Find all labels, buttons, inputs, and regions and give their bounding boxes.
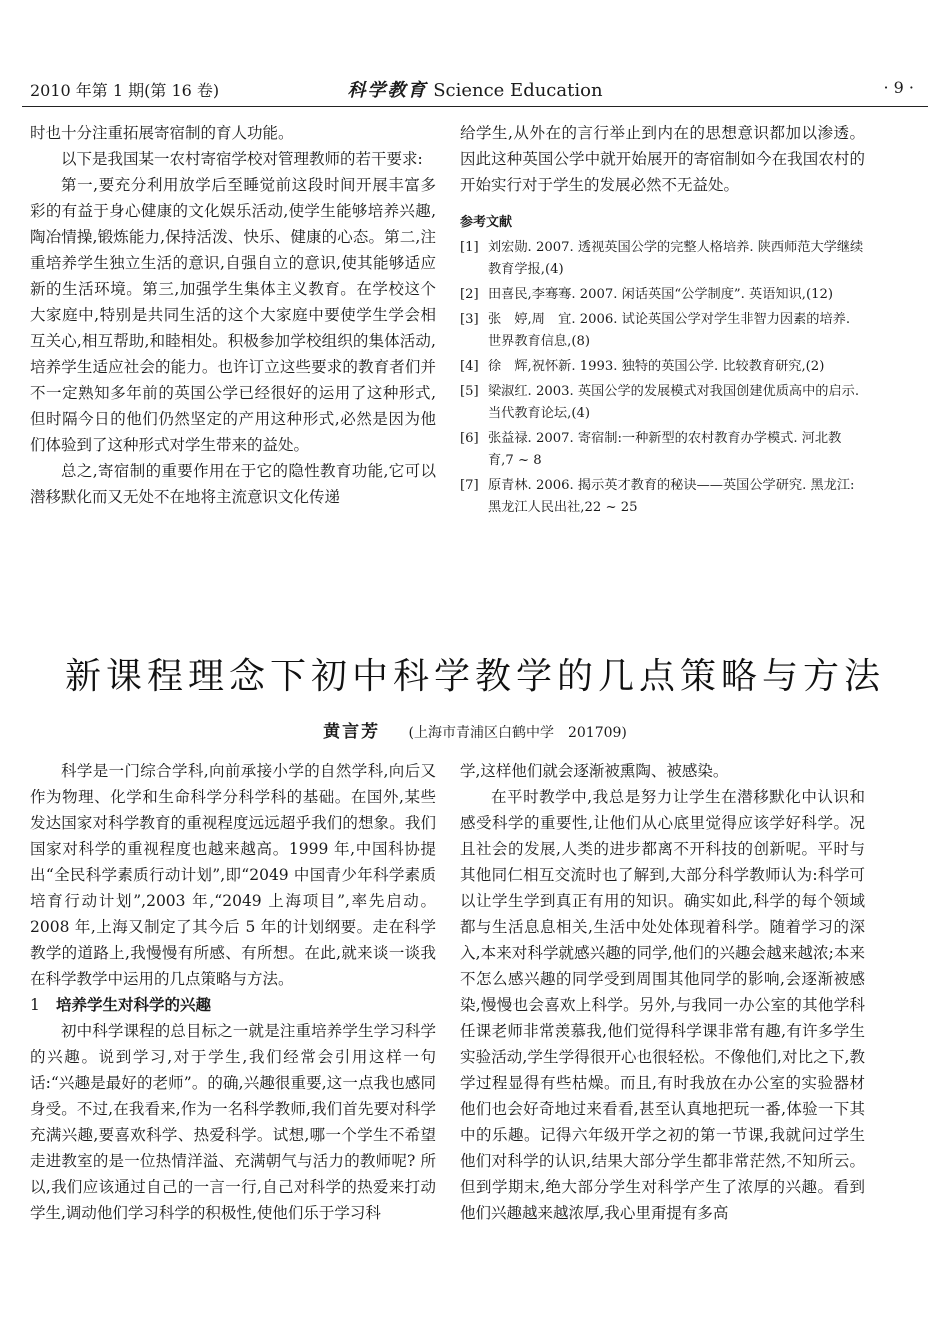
reference-text: 张 婷,周 宜. 2006. 试论英国公学对学生非智力因素的培养. 世界教育信息,(8) (488, 312, 851, 349)
reference-text: 田喜民,李骞骞. 2007. 闲话英国“公学制度”. 英语知识,(12) (488, 287, 834, 302)
reference-item (460, 475, 865, 519)
paragraph: 在平时教学中,我总是努力让学生在潜移默化中认识和感受科学的重要性,让他们从心底里觉得应该学好科学。况且社会的发展,人类的进步都离不开科技的创新呢。平时与其他同仁相互交流时也了解到,大部分科学教师认为:科学可以让学生学到真正有用的知识。确实如此,科学的每个领域都与生活息息相关,生活中处处体现着科学。随着学习的深入,本来对科学就感兴趣的同学,他们的兴趣会越来越浓;本来不怎么感兴趣的同学受到周围其他同学的影响,会逐渐被感染,慢慢也会喜欢上科学。另外,与我同一办公室的其他学科任课老师非常羡慕我,他们觉得科学课非常有趣,有许多学生实验活动,学生学得很开心也很轻松。不像他们,对比之下,教学过程显得有些枯燥。而且,有时我放在办公室的实验器材他们也会好奇地过来看看,甚至认真地把玩一番,体验一下其中的乐趣。记得六年级开学之初的第一节课,我就问过学生他们对科学的认识,结果大部分学生都非常茫然,不知所云。但到学期末,绝大部分学生对科学产生了浓厚的兴趣。看到他们兴趣越来越浓厚,我心里甭提有多高 (460, 788, 865, 1222)
top-right-column (460, 120, 865, 519)
bottom-right-column (460, 758, 865, 1226)
page-header (22, 72, 928, 107)
paragraph: 第一,要充分利用放学后至睡觉前这段时间开展丰富多彩的有益于身心健康的文化娱乐活动,使学生能够培养兴趣,陶冶情操,锻炼能力,保持活泼、快乐、健康的心态。第二,注重培养学生独立生活的意识,自强自立的意识,使其能够适应新的生活环境。第三,加强学生集体主义教育。在学校这个大家庭中,特别是共同生活的这个大家庭中要使学生学会相互关心,相互帮助,和睦相处。积极参加学校组织的集体活动,培养学生适应社会的能力。也许订立这些要求的教育者们并不一定熟知多年前的英国公学已经很好的运用了这种形式,但时隔今日的他们仍然坚定的产用这种形式,必然是因为他们体验到了这种形式对学生带来的益处。 (30, 176, 436, 454)
author-name: 黄言芳 (323, 722, 381, 742)
article-title: 新课程理念下初中科学教学的几点策略与方法 (64, 656, 885, 697)
page-number: · 9 · (883, 78, 914, 97)
reference-item (460, 381, 865, 425)
reference-number: [7] (460, 478, 479, 493)
issue-info: 2010 年第 1 期(第 16 卷) (30, 81, 220, 100)
journal-name-cn: 科学教育 (347, 80, 428, 101)
paragraph: 学,这样他们就会逐渐被熏陶、被感染。 (460, 762, 729, 780)
reference-text: 梁淑红. 2003. 英国公学的发展模式对我国创建优质高中的启示. 当代教育论坛,(4) (488, 384, 860, 421)
journal-name-en: Science Education (433, 80, 603, 101)
byline (0, 717, 950, 742)
reference-number: [1] (460, 240, 479, 255)
paragraph: 以下是我国某一农村寄宿学校对管理教师的若干要求: (61, 150, 423, 168)
reference-item (460, 428, 865, 472)
reference-number: [4] (460, 359, 479, 374)
reference-text: 徐 辉,祝怀新. 1993. 独特的英国公学. 比较教育研究,(2) (488, 359, 825, 374)
reference-item (460, 356, 865, 378)
reference-number: [2] (460, 287, 479, 302)
top-left-column (30, 120, 436, 510)
reference-text: 张益禄. 2007. 寄宿制:一种新型的农村教育办学模式. 河北教育,7 ~ 8 (488, 431, 842, 468)
section-number: 1 (30, 996, 40, 1014)
paragraph: 科学是一门综合学科,向前承接小学的自然学科,向后又作为物理、化学和生命科学分科学科的基础。在国外,某些发达国家对科学教育的重视程度远远超乎我们的想象。我们国家对科学的重视程度也越来越高。1999 年,中国科协提出“全民科学素质行动计划”,即“2049 中国青少年科学素质培育行动计划”,2003 年,“2049 上海项目”,率先启动。2008 年,上海又制定了其今后 5 年的计划纲要。走在科学教学的道路上,我慢慢有所感、有所想。在此,就来谈一谈我在科学教学中运用的几点策略与方法。 (30, 762, 436, 988)
reference-text: 刘宏勋. 2007. 透视英国公学的完整人格培养. 陕西师范大学继续教育学报,(4) (488, 240, 864, 277)
reference-number: [3] (460, 312, 479, 327)
reference-item (460, 237, 865, 281)
references-list (460, 237, 865, 519)
references-heading: 参考文献 (460, 215, 513, 230)
paragraph: 总之,寄宿制的重要作用在于它的隐性教育功能,它可以潜移默化而又无处不在地将主流意识文化传递 (30, 462, 436, 506)
bottom-left-column (30, 758, 436, 1226)
paragraph: 初中科学课程的总目标之一就是注重培养学生学习科学的兴趣。说到学习,对于学生,我们经常会引用这样一句话:“兴趣是最好的老师”。的确,兴趣很重要,这一点我也感同身受。不过,在我看来,作为一名科学教师,我们首先要对科学充满兴趣,要喜欢科学、热爱科学。试想,哪一个学生不希望走进教室的是一位热情洋溢、充满朝气与活力的教师呢? 所以,我们应该通过自己的一言一行,自己对科学的热爱来打动学生,调动他们学习科学的积极性,使他们乐于学习科 (30, 1022, 436, 1222)
reference-number: [5] (460, 384, 479, 399)
paragraph: 时也十分注重拓展寄宿制的育人功能。 (30, 124, 294, 142)
reference-number: [6] (460, 431, 479, 446)
author-affiliation: (上海市青浦区白鹤中学 201709) (408, 725, 627, 741)
section-heading (30, 992, 436, 1018)
paragraph: 给学生,从外在的言行举止到内在的思想意识都加以渗透。因此这种英国公学中就开始展开的寄宿制如今在我国农村的开始实行对于学生的发展必然不无益处。 (460, 124, 865, 194)
reference-item (460, 309, 865, 353)
journal-title (22, 76, 928, 102)
section-title: 培养学生对科学的兴趣 (56, 995, 212, 1014)
reference-item (460, 284, 865, 306)
reference-text: 原青林. 2006. 揭示英才教育的秘诀——英国公学研究. 黑龙江:黑龙江人民出社,22 ~ 25 (488, 478, 855, 515)
